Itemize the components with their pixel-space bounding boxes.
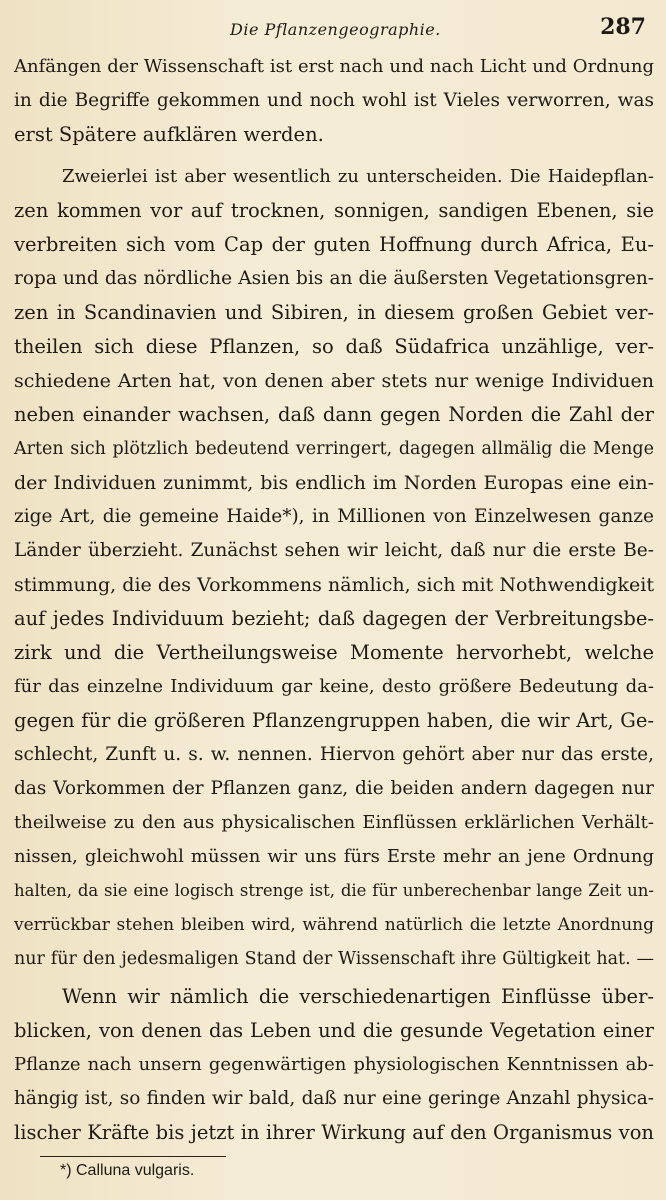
text-line: zen kommen vor auf trocknen, sonnigen, sandigen Ebenen, sie bbox=[14, 199, 654, 222]
text-line: Arten sich plötzlich bedeutend verringert, dagegen allmälig die Menge bbox=[14, 439, 654, 459]
text-line: theilweise zu den aus physicalischen Einflüssen erklärlichen Verhält- bbox=[14, 812, 654, 833]
text-line: theilen sich diese Pflanzen, so daß Südafrica unzählige, ver- bbox=[14, 335, 654, 358]
text-line: verrückbar stehen bleiben wird, während natürlich die letzte Anordnung bbox=[14, 915, 654, 935]
text-line: schiedene Arten hat, von denen aber stets nur wenige Individuen bbox=[14, 370, 654, 392]
paragraph-first-line: Wenn wir nämlich die verschiedenartigen Einflüsse über- bbox=[62, 985, 654, 1008]
text-line: erst Spätere aufklären werden. bbox=[14, 123, 324, 146]
text-line: verbreiten sich vom Cap der guten Hoffnung durch Africa, Eu- bbox=[14, 233, 654, 256]
text-line: blicken, von denen das Leben und die gesunde Vegetation einer bbox=[14, 1019, 654, 1042]
text-line: hängig ist, so finden wir bald, daß nur eine geringe Anzahl physica- bbox=[14, 1088, 654, 1109]
text-line: zirk und die Vertheilungsweise Momente hervorhebt, welche bbox=[14, 641, 654, 664]
text-line: halten, da sie eine logisch strenge ist, die für unberechenbar lange Zeit un- bbox=[14, 881, 654, 900]
text-line: stimmung, die des Vorkommens nämlich, sich mit Nothwendigkeit bbox=[14, 574, 654, 596]
footnote: *) Calluna vulgaris. bbox=[60, 1162, 195, 1179]
text-line: zige Art, die gemeine Haide*), in Millionen von Einzelwesen ganze bbox=[14, 506, 654, 527]
text-line: der Individuen zunimmt, bis endlich im Norden Europas eine ein- bbox=[14, 472, 654, 494]
text-line: gegen für die größeren Pflanzengruppen haben, die wir Art, Ge- bbox=[14, 709, 654, 732]
page-number: 287 bbox=[600, 14, 646, 40]
text-line: Länder überzieht. Zunächst sehen wir leicht, daß nur die erste Be- bbox=[14, 540, 654, 561]
text-line: auf jedes Individuum bezieht; daß dagegen der Verbreitungsbe- bbox=[14, 607, 654, 630]
footnote-divider bbox=[40, 1156, 226, 1157]
text-line: für das einzelne Individuum gar keine, desto größere Bedeutung da- bbox=[14, 676, 654, 697]
text-line: in die Begriffe gekommen und noch wohl ist Vieles verworren, was bbox=[14, 90, 654, 111]
text-line: schlecht, Zunft u. s. w. nennen. Hiervon gehört aber nur das erste, bbox=[14, 744, 654, 765]
paragraph-first-line: Zweierlei ist aber wesentlich zu unterscheiden. Die Haidepflan- bbox=[62, 166, 654, 187]
text-line: neben einander wachsen, daß dann gegen Norden die Zahl der bbox=[14, 403, 654, 426]
running-title: Die Pflanzengeographie. bbox=[230, 20, 441, 39]
text-line: Anfängen der Wissenschaft ist erst nach und nach Licht und Ordnung bbox=[14, 56, 654, 77]
text-line: ropa und das nördliche Asien bis an die äußersten Vegetationsgren- bbox=[14, 268, 654, 289]
text-line: nissen, gleichwohl müssen wir uns fürs Erste mehr an jene Ordnung bbox=[14, 846, 654, 867]
text-line: zen in Scandinavien und Sibiren, in diesem großen Gebiet ver- bbox=[14, 301, 654, 324]
text-line: lischer Kräfte bis jetzt in ihrer Wirkung auf den Organismus von bbox=[14, 1121, 654, 1144]
text-line: Pflanze nach unsern gegenwärtigen physiologischen Kenntnissen ab- bbox=[14, 1054, 654, 1075]
text-line: das Vorkommen der Pflanzen ganz, die beiden andern dagegen nur bbox=[14, 778, 654, 799]
text-line: nur für den jedesmaligen Stand der Wissenschaft ihre Gültigkeit hat. — bbox=[14, 949, 654, 969]
page-header bbox=[0, 14, 666, 44]
